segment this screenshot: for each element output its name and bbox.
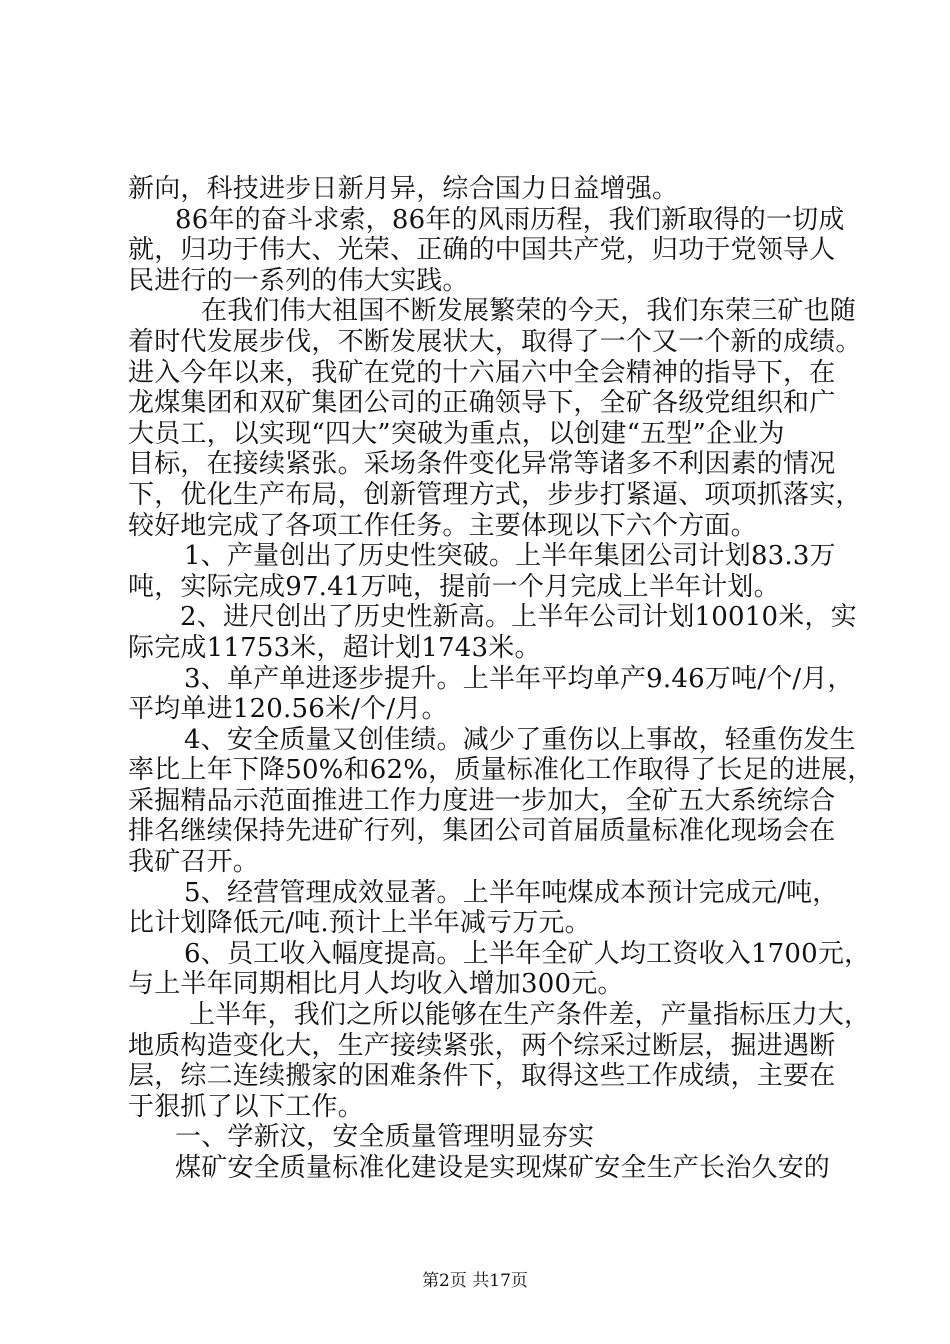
- text-line: 平均单进120.56米/个/月。: [128, 694, 448, 725]
- text-line: 地质构造变化大，生产接续紧张，两个综采过断层，掘进遇断: [128, 1030, 836, 1061]
- text-line: 吨，实际完成97.41万吨，提前一个月完成上半年计划。: [128, 571, 780, 602]
- section-heading: 一、学新汶，安全质量管理明显夯实: [175, 1122, 595, 1153]
- text-line: 比计划降低元/吨.预计上半年减亏万元。: [128, 908, 591, 939]
- paragraph-start: 2、进尺创出了历史性新高。上半年公司计划10010米，实: [180, 602, 857, 633]
- paragraph-start: 1、产量创出了历史性突破。上半年集团公司计划83.3万: [184, 541, 836, 572]
- page-number-label: 第2页 共17页: [422, 1271, 528, 1291]
- text-line: 我矿召开。: [128, 847, 260, 878]
- text-line: 龙煤集团和双矿集团公司的正确领导下，全矿各级党组织和广: [128, 388, 836, 419]
- paragraph-start: 86年的奋斗求索，86年的风雨历程，我们新取得的一切成: [175, 204, 845, 235]
- text-line: 于狠抓了以下工作。: [128, 1091, 364, 1122]
- text-line: 新向，科技进步日新月异，综合国力日益增强。: [128, 174, 679, 204]
- page-footer: [0, 1270, 950, 1292]
- paragraph-start: 6、员工收入幅度提高。上半年全矿人均工资收入1700元，: [184, 938, 871, 969]
- text-line: 际完成11753米，超计划1743米。: [128, 632, 541, 663]
- text-line: 层，综二连续搬家的困难条件下，取得这些工作成绩，主要在: [128, 1061, 836, 1092]
- body-text: [128, 174, 874, 1184]
- text-line: 采掘精品示范面推进工作力度进一步加大，全矿五大系统综合: [128, 785, 836, 816]
- text-line: 着时代发展步伐，不断发展状大，取得了一个又一个新的成绩。: [128, 326, 862, 357]
- text-line: 就，归功于伟大、光荣、正确的中国共产党，归功于党领导人: [128, 235, 836, 266]
- paragraph-start: 煤矿安全质量标准化建设是实现煤矿安全生产长治久安的: [175, 1153, 831, 1183]
- text-line: 率比上年下降50%和62%，质量标准化工作取得了长足的进展，: [128, 755, 874, 786]
- text-line: 民进行的一系列的伟大实践。: [128, 265, 469, 296]
- paragraph-start: 在我们伟大祖国不断发展繁荣的今天，我们东荣三矿也随: [201, 296, 857, 327]
- paragraph-start: 上半年，我们之所以能够在生产条件差，产量指标压力大，: [189, 1000, 871, 1031]
- text-line: 大员工，以实现“四大”突破为重点，以创建“五型”企业为: [128, 418, 785, 449]
- text-line: 与上半年同期相比月人均收入增加300元。: [128, 969, 624, 1000]
- text-line: 进入今年以来，我矿在党的十六届六中全会精神的指导下，在: [128, 357, 836, 388]
- paragraph-start: 5、经营管理成效显著。上半年吨煤成本预计完成元/吨，: [184, 877, 839, 908]
- text-line: 下，优化生产布局，创新管理方式，步步打紧逼、项项抓落实，: [128, 479, 862, 510]
- paragraph-start: 4、安全质量又创佳绩。减少了重伤以上事故，轻重伤发生: [184, 724, 856, 755]
- text-line: 较好地完成了各项工作任务。主要体现以下六个方面。: [128, 510, 757, 541]
- text-line: 目标，在接续紧张。采场条件变化异常等诸多不利因素的情况: [128, 449, 836, 480]
- text-line: 排名继续保持先进矿行列，集团公司首届质量标准化现场会在: [128, 816, 836, 847]
- paragraph-start: 3、单产单进逐步提升。上半年平均单产9.46万吨/个/月，: [184, 663, 854, 694]
